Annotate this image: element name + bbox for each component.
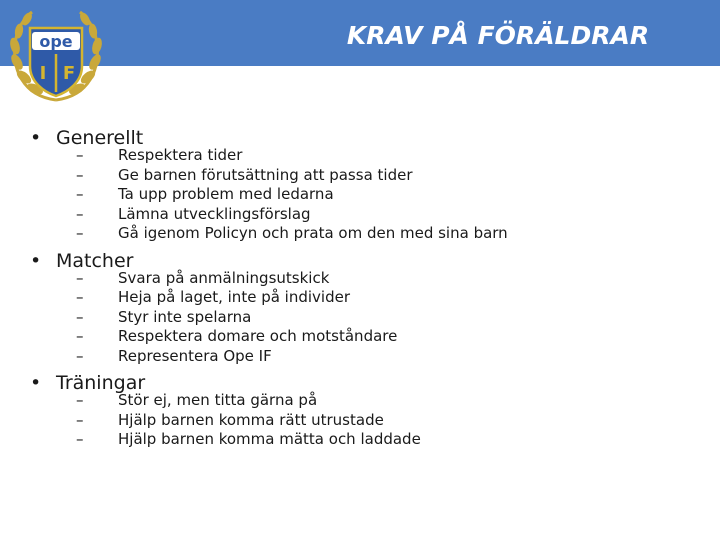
list-item-text: Hjälp barnen komma mätta och laddade — [118, 430, 421, 448]
dash-icon: – — [76, 185, 84, 203]
list-item — [30, 224, 710, 244]
dash-icon: – — [76, 204, 84, 223]
sub-list — [30, 391, 710, 450]
club-logo — [4, 4, 108, 108]
list-item-text: Respektera tider — [118, 146, 243, 164]
list-item — [30, 185, 710, 205]
list-item — [30, 430, 710, 450]
dash-icon: – — [76, 430, 84, 448]
list-item — [30, 308, 710, 328]
section-2 — [30, 368, 710, 450]
list-item — [30, 269, 710, 289]
dash-icon: – — [76, 410, 84, 429]
list-item — [30, 166, 710, 186]
logo-top-text: ope — [39, 32, 73, 51]
slide-title: KRAV PÅ FÖRÄLDRAR — [346, 21, 650, 50]
dash-icon: – — [76, 307, 84, 326]
section-heading-label: Generellt — [56, 127, 144, 149]
list-item-text: Gå igenom Policyn och prata om den med sina barn — [118, 224, 508, 242]
dash-icon: – — [76, 224, 84, 242]
list-item-text: Hjälp barnen komma rätt utrustade — [118, 410, 384, 429]
list-item-text: Heja på laget, inte på individer — [118, 288, 351, 306]
logo-letter-f: F — [62, 63, 76, 84]
list-item — [30, 205, 710, 225]
list-item — [30, 327, 710, 347]
list-item-text: Lämna utvecklingsförslag — [118, 204, 311, 223]
list-item — [30, 146, 710, 166]
bullet-icon: • — [30, 372, 42, 394]
dash-icon: – — [76, 146, 84, 164]
list-item-text: Svara på anmälningsutskick — [118, 268, 330, 287]
sub-list — [30, 146, 710, 244]
dash-icon: – — [76, 346, 84, 365]
bullet-content — [30, 123, 710, 452]
section-heading-label: Matcher — [56, 249, 134, 272]
dash-icon: – — [76, 327, 84, 345]
dash-icon: – — [76, 165, 84, 184]
list-item-text: Styr inte spelarna — [118, 307, 252, 326]
list-item-text: Ta upp problem med ledarna — [118, 185, 334, 203]
section-heading-label: Träningar — [56, 372, 146, 394]
list-item-text: Ge barnen förutsättning att passa tider — [118, 165, 413, 184]
list-item — [30, 411, 710, 431]
bullet-icon: • — [30, 249, 42, 272]
list-item — [30, 391, 710, 411]
dash-icon: – — [76, 288, 84, 306]
list-item-text: Representera Ope IF — [118, 346, 272, 365]
list-item — [30, 288, 710, 308]
list-item — [30, 347, 710, 367]
dash-icon: – — [76, 268, 84, 287]
section-1 — [30, 246, 710, 367]
list-item-text: Respektera domare och motståndare — [118, 327, 398, 345]
dash-icon: – — [76, 391, 84, 409]
list-item-text: Stör ej, men titta gärna på — [118, 391, 318, 409]
sub-list — [30, 269, 710, 367]
section-0 — [30, 123, 710, 244]
logo-letter-i: I — [39, 63, 47, 84]
bullet-icon: • — [30, 127, 42, 149]
